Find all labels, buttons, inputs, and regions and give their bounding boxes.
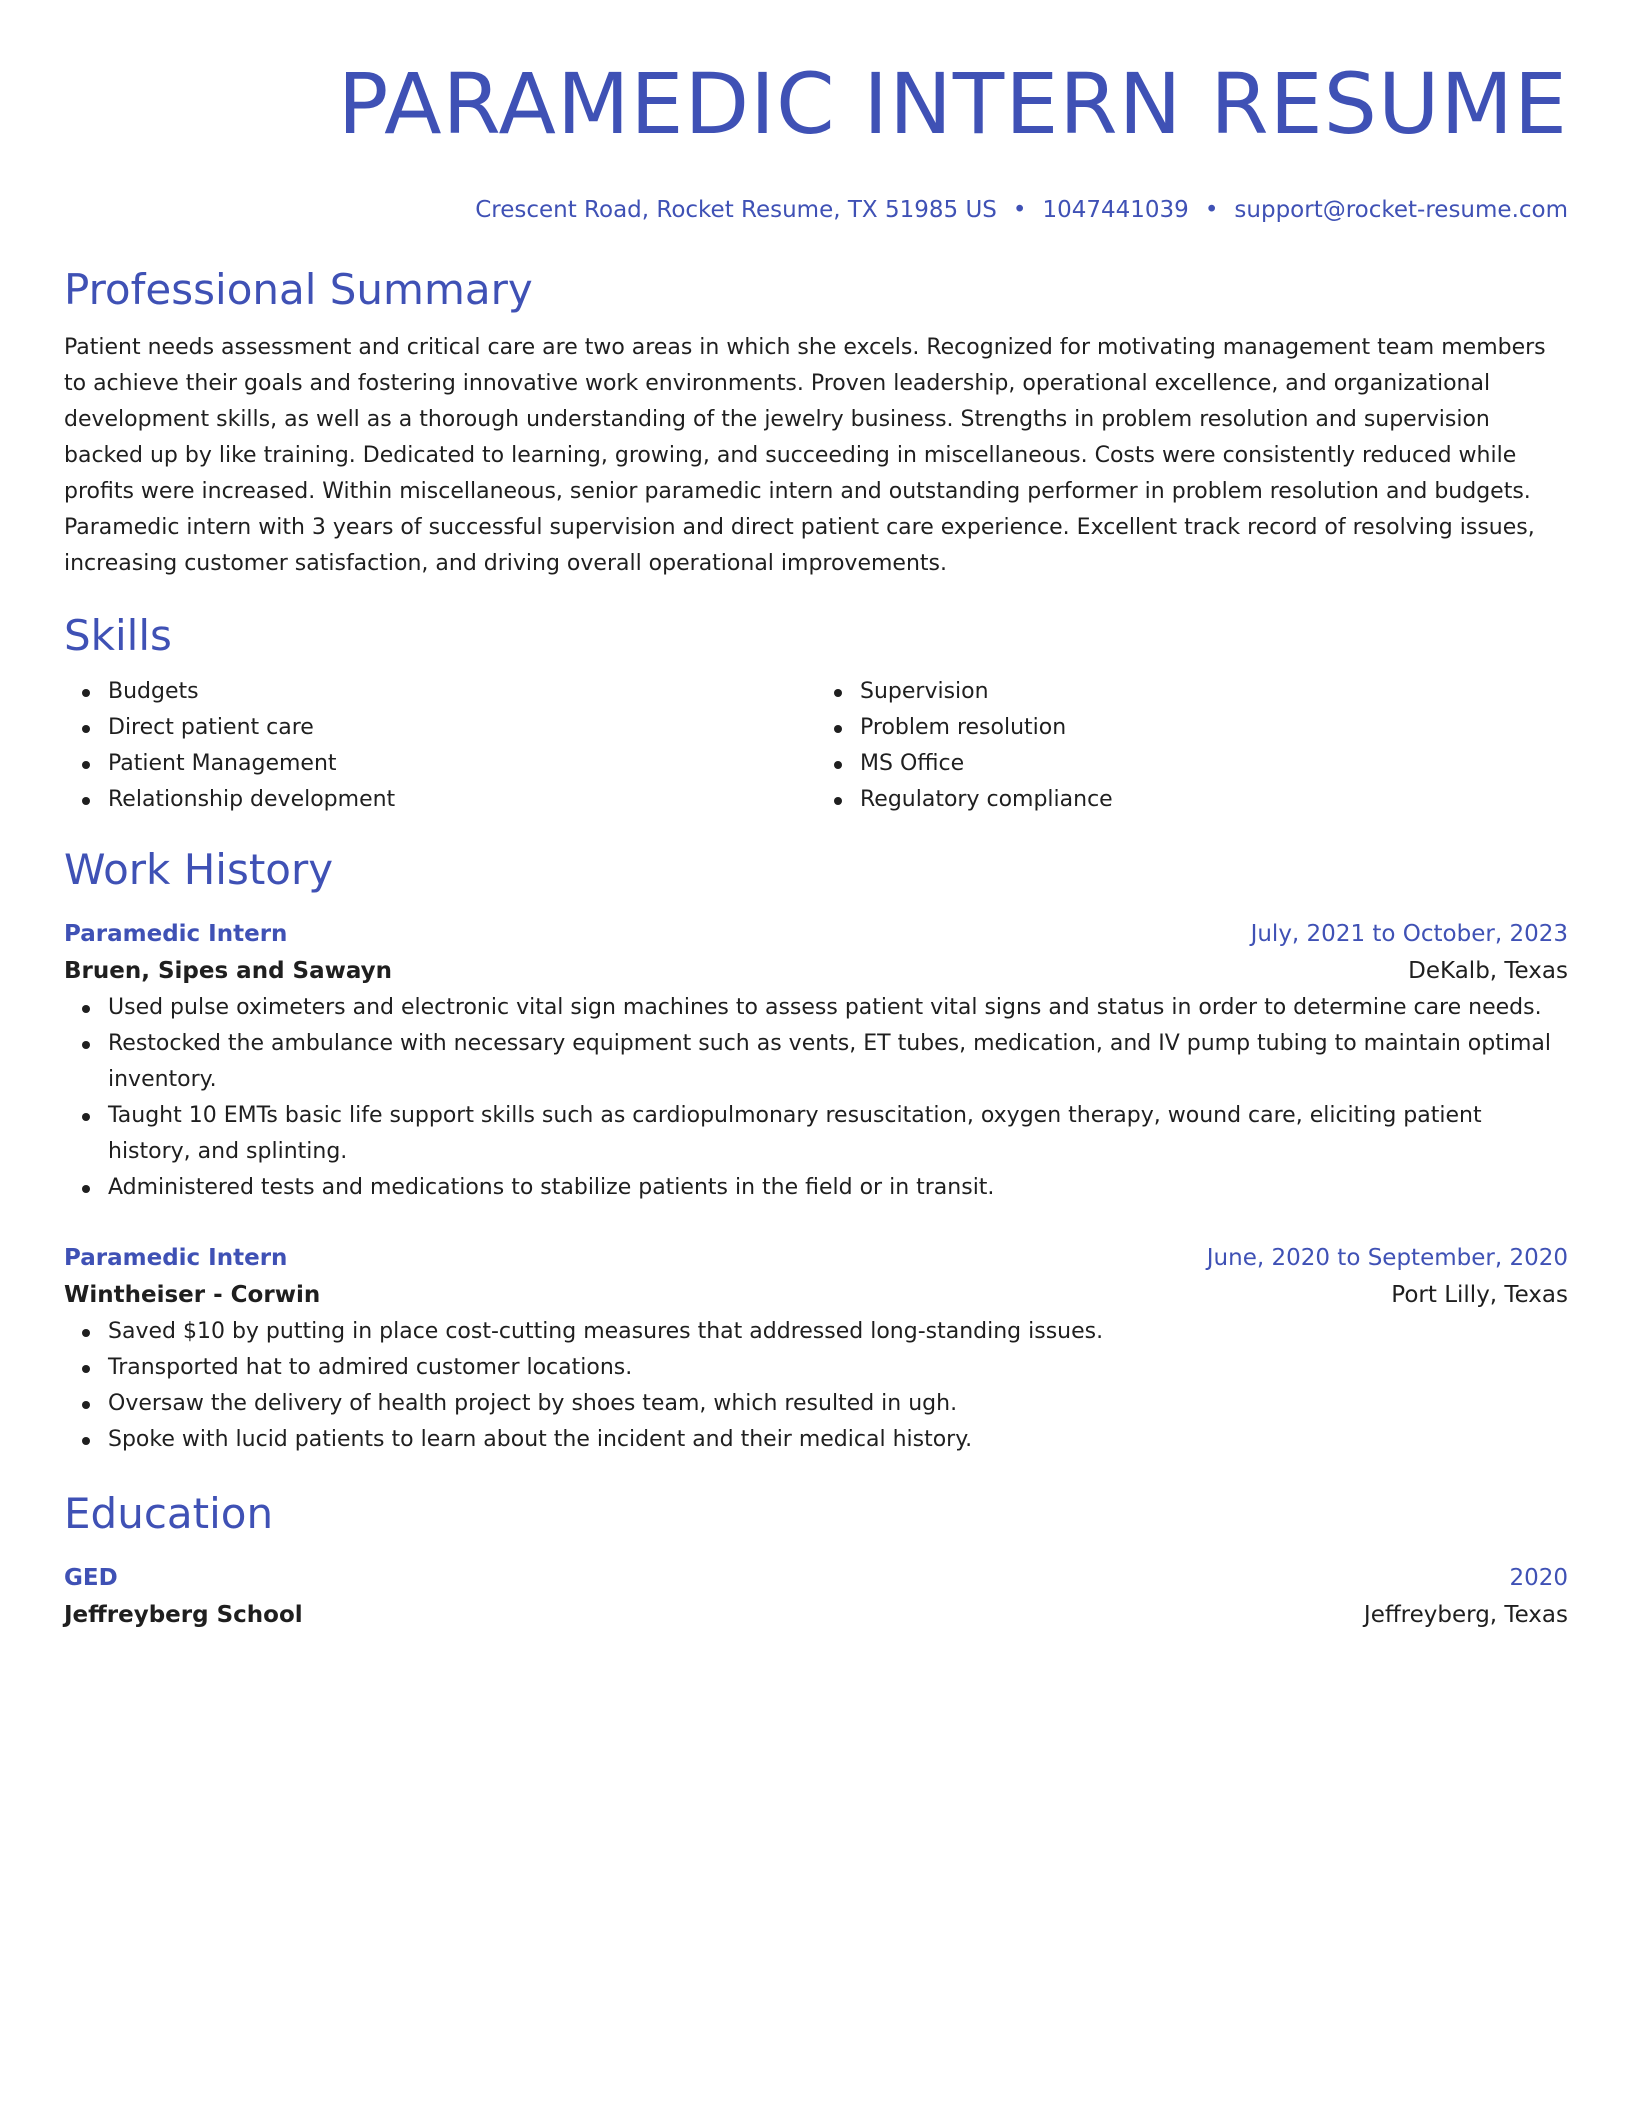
job-entry xyxy=(64,1240,1568,1458)
job-bullet: Administered tests and medications to stabilize patients in the field or in transit. xyxy=(108,1170,1568,1206)
job-title: Paramedic Intern xyxy=(64,1245,288,1271)
skill-item: MS Office xyxy=(860,746,1568,782)
education-entry xyxy=(64,1560,1568,1634)
skills-column-right xyxy=(816,674,1568,818)
job-title: Paramedic Intern xyxy=(64,921,288,947)
job-company-row xyxy=(64,952,1568,990)
job-entry xyxy=(64,916,1568,1206)
job-bullet: Used pulse oximeters and electronic vital sign machines to assess patient vital signs and status in order to determine care needs. xyxy=(108,990,1568,1026)
job-dates: July, 2021 to October, 2023 xyxy=(1250,921,1568,947)
skill-item: Budgets xyxy=(108,674,816,710)
job-company: Wintheiser - Corwin xyxy=(64,1282,321,1308)
skills-column-left xyxy=(64,674,816,818)
contact-line xyxy=(64,194,1568,226)
job-bullet: Oversaw the delivery of health project by shoes team, which resulted in ugh. xyxy=(108,1386,1568,1422)
education-school-row xyxy=(64,1596,1568,1634)
skills-heading: Skills xyxy=(64,611,172,660)
job-dates: June, 2020 to September, 2020 xyxy=(1206,1245,1568,1271)
job-bullets xyxy=(64,1314,1568,1458)
resume-title: PARAMEDIC INTERN RESUME xyxy=(337,55,1568,153)
skill-item: Direct patient care xyxy=(108,710,816,746)
skill-item: Regulatory compliance xyxy=(860,782,1568,818)
education-header-row xyxy=(64,1560,1568,1596)
job-company: Bruen, Sipes and Sawayn xyxy=(64,958,393,984)
education-year: 2020 xyxy=(1509,1565,1568,1591)
job-bullet: Transported hat to admired customer locations. xyxy=(108,1350,1568,1386)
job-company-row xyxy=(64,1276,1568,1314)
job-bullets xyxy=(64,990,1568,1206)
summary-text: Patient needs assessment and critical care are two areas in which she excels. Recognized for motivating management team members to achieve their goals and fostering innovative work environments. Proven leadership, operational excellence, and organizational development skills, as well as a thorough understanding of the jewelry business. Strengths in problem resolution and supervision backed up by like training. Dedicated to learning, growing, and succeeding in miscellaneous. Costs were consistently reduced while profits were increased. Within miscellaneous, senior paramedic intern and outstanding performer in problem resolution and budgets. Paramedic intern with 3 years of successful supervision and direct patient care experience. Excellent track record of resolving issues, increasing customer satisfaction, and driving overall operational improvements. xyxy=(64,335,1546,576)
education-location: Jeffreyberg, Texas xyxy=(1363,1602,1568,1628)
skill-item: Problem resolution xyxy=(860,710,1568,746)
education-school: Jeffreyberg School xyxy=(64,1602,303,1628)
contact-phone: 1047441039 xyxy=(1042,197,1189,223)
education-degree: GED xyxy=(64,1565,118,1591)
job-location: Port Lilly, Texas xyxy=(1391,1282,1568,1308)
summary-heading: Professional Summary xyxy=(64,265,533,314)
skill-item: Patient Management xyxy=(108,746,816,782)
work-history-heading: Work History xyxy=(64,845,334,894)
contact-email: support@rocket-resume.com xyxy=(1234,197,1568,223)
education-heading: Education xyxy=(64,1489,274,1538)
skill-item: Supervision xyxy=(860,674,1568,710)
job-header-row xyxy=(64,1240,1568,1276)
job-header-row xyxy=(64,916,1568,952)
job-bullet: Spoke with lucid patients to learn about the incident and their medical history. xyxy=(108,1422,1568,1458)
job-location: DeKalb, Texas xyxy=(1408,958,1568,984)
skill-item: Relationship development xyxy=(108,782,816,818)
contact-separator: • xyxy=(1012,197,1027,223)
job-bullet: Saved $10 by putting in place cost-cutting measures that addressed long-standing issues. xyxy=(108,1314,1568,1350)
job-bullet: Restocked the ambulance with necessary equipment such as vents, ET tubes, medication, and IV pump tubing to maintain optimal inventory. xyxy=(108,1026,1568,1098)
contact-separator: • xyxy=(1204,197,1219,223)
skills-grid xyxy=(64,674,1568,818)
contact-address: Crescent Road, Rocket Resume, TX 51985 US xyxy=(475,197,997,223)
job-bullet: Taught 10 EMTs basic life support skills such as cardiopulmonary resuscitation, oxygen therapy, wound care, eliciting patient history, and splinting. xyxy=(108,1098,1568,1170)
